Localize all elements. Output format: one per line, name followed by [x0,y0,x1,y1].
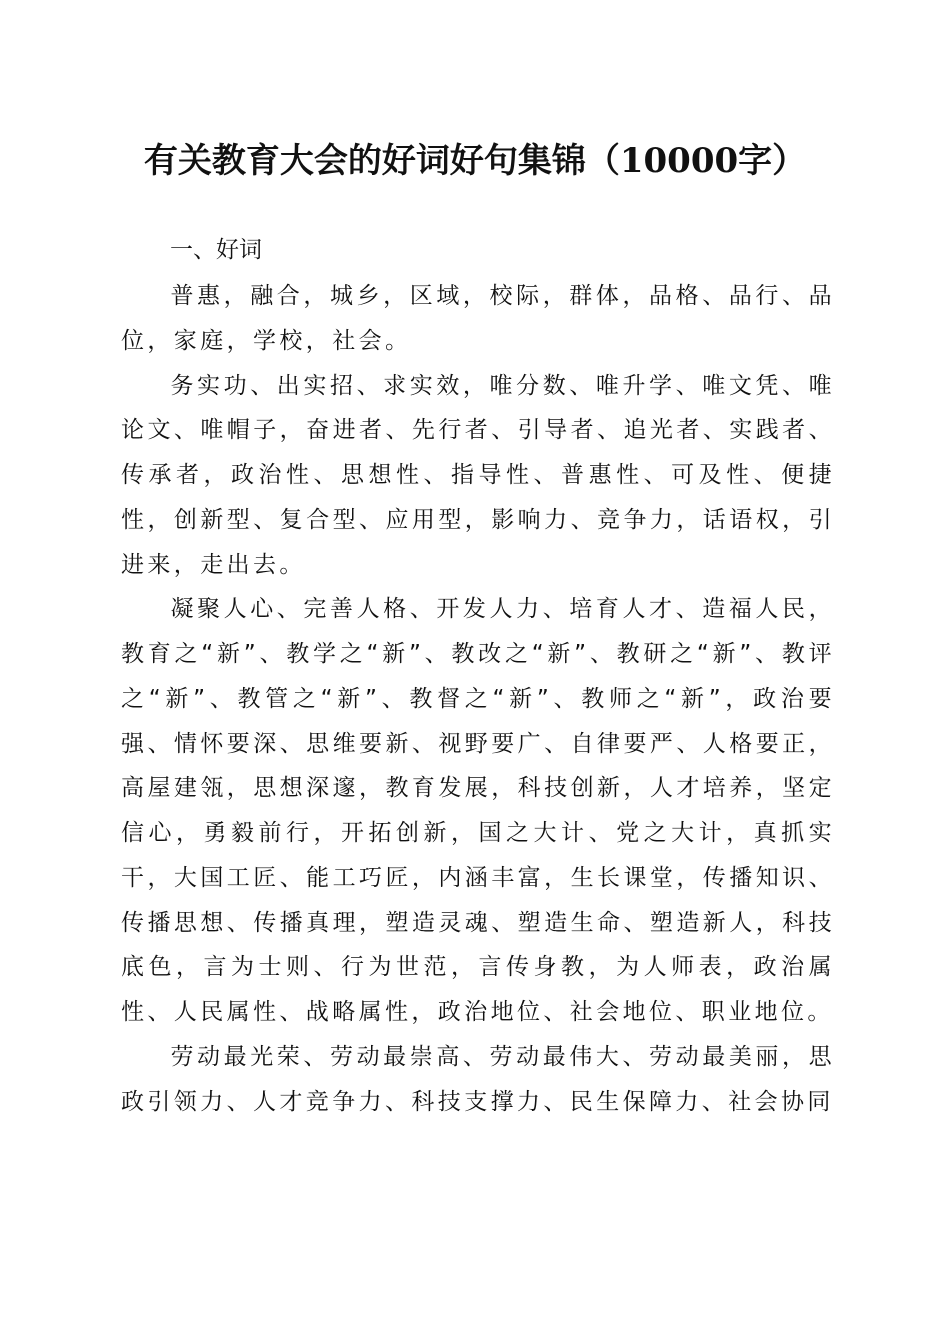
paragraph: 劳动最光荣、劳动最崇高、劳动最伟大、劳动最美丽，思政引领力、人才竞争力、科技支撑力、民生保障力、社会协同 [121,1043,835,1115]
paragraph: 普惠，融合，城乡，区域，校际，群体，品格、品行、品位，家庭，学校，社会。 [121,283,835,354]
document-title: 有关教育大会的好词好句集锦（10000字） [143,141,807,181]
document-body [121,274,835,1124]
section-heading: 一、好词 [170,237,262,263]
paragraph: 务实功、出实招、求实效，唯分数、唯升学、唯文凭、唯论文、唯帽子，奋进者、先行者、引导者、追光者、实践者、传承者，政治性、思想性、指导性、普惠性、可及性、便捷性，创新型、复合型、应用型，影响力、竞争力，话语权，引进来，走出去。 [121,372,835,578]
paragraph: 凝聚人心、完善人格、开发人力、培育人才、造福人民，教育之“新”、教学之“新”、教改之“新”、教研之“新”、教评之“新”、教管之“新”、教督之“新”、教师之“新”，政治要强、情怀要深、思维要新、视野要广、自律要严、人格要正，高屋建瓴，思想深邃，教育发展，科技创新，人才培养，坚定信心，勇毅前行，开拓创新，国之大计、党之大计，真抓实干，大国工匠、能工巧匠，内涵丰富，生长课堂，传播知识、传播思想、传播真理，塑造灵魂、塑造生命、塑造新人，科技底色，言为士则、行为世范，言传身教，为人师表，政治属性、人民属性、战略属性，政治地位、社会地位、职业地位。 [121,596,835,1025]
